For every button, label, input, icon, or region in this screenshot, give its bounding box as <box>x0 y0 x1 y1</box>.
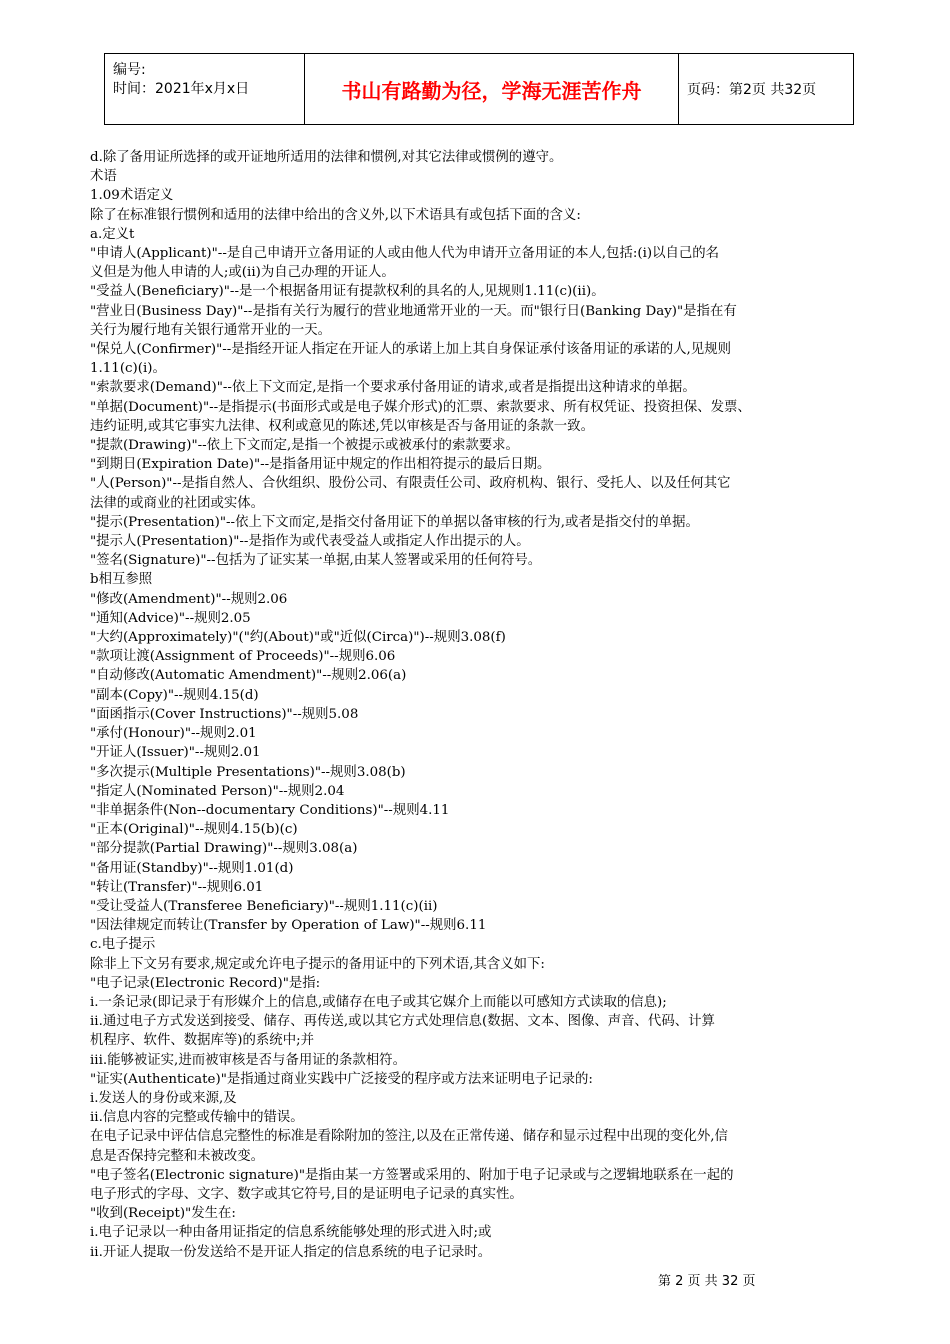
text-line: "受益人(Beneficiary)"--是一个根据备用证有提款权利的具名的人,见规则1.11(c)(ii)。 <box>90 284 605 300</box>
text-line: 1.11(c)(i)。 <box>90 361 166 377</box>
page-header <box>104 53 854 125</box>
text-line: i.发送人的身份或来源,及 <box>90 1090 237 1106</box>
text-line: "多次提示(Multiple Presentations)"--规则3.08(b) <box>90 764 406 780</box>
text-line: "电子签名(Electronic signature)"是指由某一方签署或采用的、附加于电子记录或与之逻辑地联系在一起的 <box>90 1167 734 1183</box>
text-line: ii.开证人提取一份发送给不是开证人指定的信息系统的电子记录时。 <box>90 1244 492 1260</box>
text-line: "自动修改(Automatic Amendment)"--规则2.06(a) <box>90 668 407 684</box>
text-line: "正本(Original)"--规则4.15(b)(c) <box>90 822 298 838</box>
text-line: c.电子提示 <box>90 937 156 953</box>
header-motto: 书山有路勤为径，学海无涯苦作舟 <box>305 54 679 124</box>
text-line: iii.能够被证实,进而被审核是否与备用证的条款相符。 <box>90 1052 406 1068</box>
text-line: "提示(Presentation)"--依上下文而定,是指交付备用证下的单据以备审核的行为,或者是指交付的单据。 <box>90 514 699 530</box>
text-line: "到期日(Expiration Date)"--是指备用证中规定的作出相符提示的最后日期。 <box>90 457 551 473</box>
text-line: 息是否保持完整和未被改变。 <box>90 1148 265 1164</box>
text-line: "提款(Drawing)"--依上下文而定,是指一个被提示或被承付的索款要求。 <box>90 438 519 454</box>
text-line: "保兑人(Confirmer)"--是指经开证人指定在开证人的承诺上加上其自身保证承付该备用证的承诺的人,见规则 <box>90 342 731 358</box>
document-number-label: 编号: <box>113 62 146 78</box>
text-line: "指定人(Nominated Person)"--规则2.04 <box>90 783 345 799</box>
text-line: "非单据条件(Non--documentary Conditions)"--规则4.11 <box>90 802 450 818</box>
text-line: "因法律规定而转让(Transfer by Operation of Law)"--规则6.11 <box>90 918 487 934</box>
text-line: a.定义t <box>90 226 135 242</box>
text-line: "收到(Receipt)"发生在: <box>90 1206 236 1222</box>
text-line: "大约(Approximately)"("约(About)"或"近似(Circa)")--规则3.08(f) <box>90 630 506 646</box>
text-line: "副本(Copy)"--规则4.15(d) <box>90 687 259 703</box>
text-line: "申请人(Applicant)"--是自己申请开立备用证的人或由他人代为申请开立备用证的本人,包括:(i)以自己的名 <box>90 246 720 262</box>
text-line: "转让(Transfer)"--规则6.01 <box>90 879 264 895</box>
header-page-info: 页码：第2页 共32页 <box>687 82 817 98</box>
text-line: 除非上下文另有要求,规定或允许电子提示的备用证中的下列术语,其含义如下: <box>90 956 545 972</box>
text-line: "款项让渡(Assignment of Proceeds)"--规则6.06 <box>90 649 396 665</box>
text-line: "开证人(Issuer)"--规则2.01 <box>90 745 261 761</box>
text-line: 在电子记录中评估信息完整性的标准是看除附加的签注,以及在正常传递、储存和显示过程中出现的变化外,信 <box>90 1129 728 1145</box>
text-line: 电子形式的字母、文字、数字或其它符号,目的是证明电子记录的真实性。 <box>90 1186 523 1202</box>
text-line: "备用证(Standby)"--规则1.01(d) <box>90 860 294 876</box>
text-line: 义但是为他人申请的人;或(ii)为自己办理的开证人。 <box>90 265 395 281</box>
text-line: "面函指示(Cover Instructions)"--规则5.08 <box>90 706 359 722</box>
text-line: i.一条记录(即记录于有形媒介上的信息,或储存在电子或其它媒介上而能以可感知方式读取的信息); <box>90 994 667 1010</box>
text-line: "签名(Signature)"--包括为了证实某一单据,由某人签署或采用的任何符号。 <box>90 553 542 569</box>
text-line: 机程序、软件、数据库等)的系统中;并 <box>90 1033 314 1049</box>
text-line: 法律的或商业的社团或实体。 <box>90 495 265 511</box>
text-line: "证实(Authenticate)"是指通过商业实践中广泛接受的程序或方法来证明电子记录的: <box>90 1071 593 1087</box>
text-line: "电子记录(Electronic Record)"是指: <box>90 975 321 991</box>
text-line: "单据(Document)"--是指提示(书面形式或是电子媒介形式)的汇票、索款要求、所有权凭证、投资担保、发票、 <box>90 399 751 415</box>
text-line: "部分提款(Partial Drawing)"--规则3.08(a) <box>90 841 358 857</box>
text-line: "受让受益人(Transferee Beneficiary)"--规则1.11(c)(ii) <box>90 898 438 914</box>
text-line: "人(Person)"--是指自然人、合伙组织、股份公司、有限责任公司、政府机构、银行、受托人、以及任何其它 <box>90 476 731 492</box>
text-line: "提示人(Presentation)"--是指作为或代表受益人或指定人作出提示的人。 <box>90 534 530 550</box>
text-line: i.电子记录以一种由备用证指定的信息系统能够处理的形式进入时;或 <box>90 1225 492 1241</box>
document-body <box>90 148 898 1262</box>
page-footer: 第 2 页 共 32 页 <box>658 1274 756 1289</box>
text-line: 违约证明,或其它事实九法律、权利或意见的陈述,凭以审核是否与备用证的条款一致。 <box>90 418 594 434</box>
text-line: "通知(Advice)"--规则2.05 <box>90 610 251 626</box>
text-line: 1.09术语定义 <box>90 188 174 204</box>
text-line: ii.通过电子方式发送到接受、储存、再传送,或以其它方式处理信息(数据、文本、图像、声音、代码、计算 <box>90 1014 715 1030</box>
text-line: ii.信息内容的完整或传输中的错误。 <box>90 1110 304 1126</box>
text-line: "承付(Honour)"--规则2.01 <box>90 726 257 742</box>
text-line: 术语 <box>90 169 117 185</box>
text-line: 关行为履行地有关银行通常开业的一天。 <box>90 322 332 338</box>
text-line: d.除了备用证所选择的或开证地所适用的法律和惯例,对其它法律或惯例的遵守。 <box>90 150 563 165</box>
text-line: b相互参照 <box>90 572 153 588</box>
header-meta <box>105 54 305 124</box>
text-line: 除了在标准银行惯例和适用的法律中给出的含义外,以下术语具有或包括下面的含义: <box>90 207 581 223</box>
text-line: "营业日(Business Day)"--是指有关行为履行的营业地通常开业的一天。而"银行日(Banking Day)"是指在有 <box>90 303 737 319</box>
text-line: "修改(Amendment)"--规则2.06 <box>90 591 288 607</box>
text-line: "索款要求(Demand)"--依上下文而定,是指一个要求承付备用证的请求,或者是指提出这种请求的单据。 <box>90 380 696 396</box>
document-time: 时间：2021年x月x日 <box>113 81 250 97</box>
